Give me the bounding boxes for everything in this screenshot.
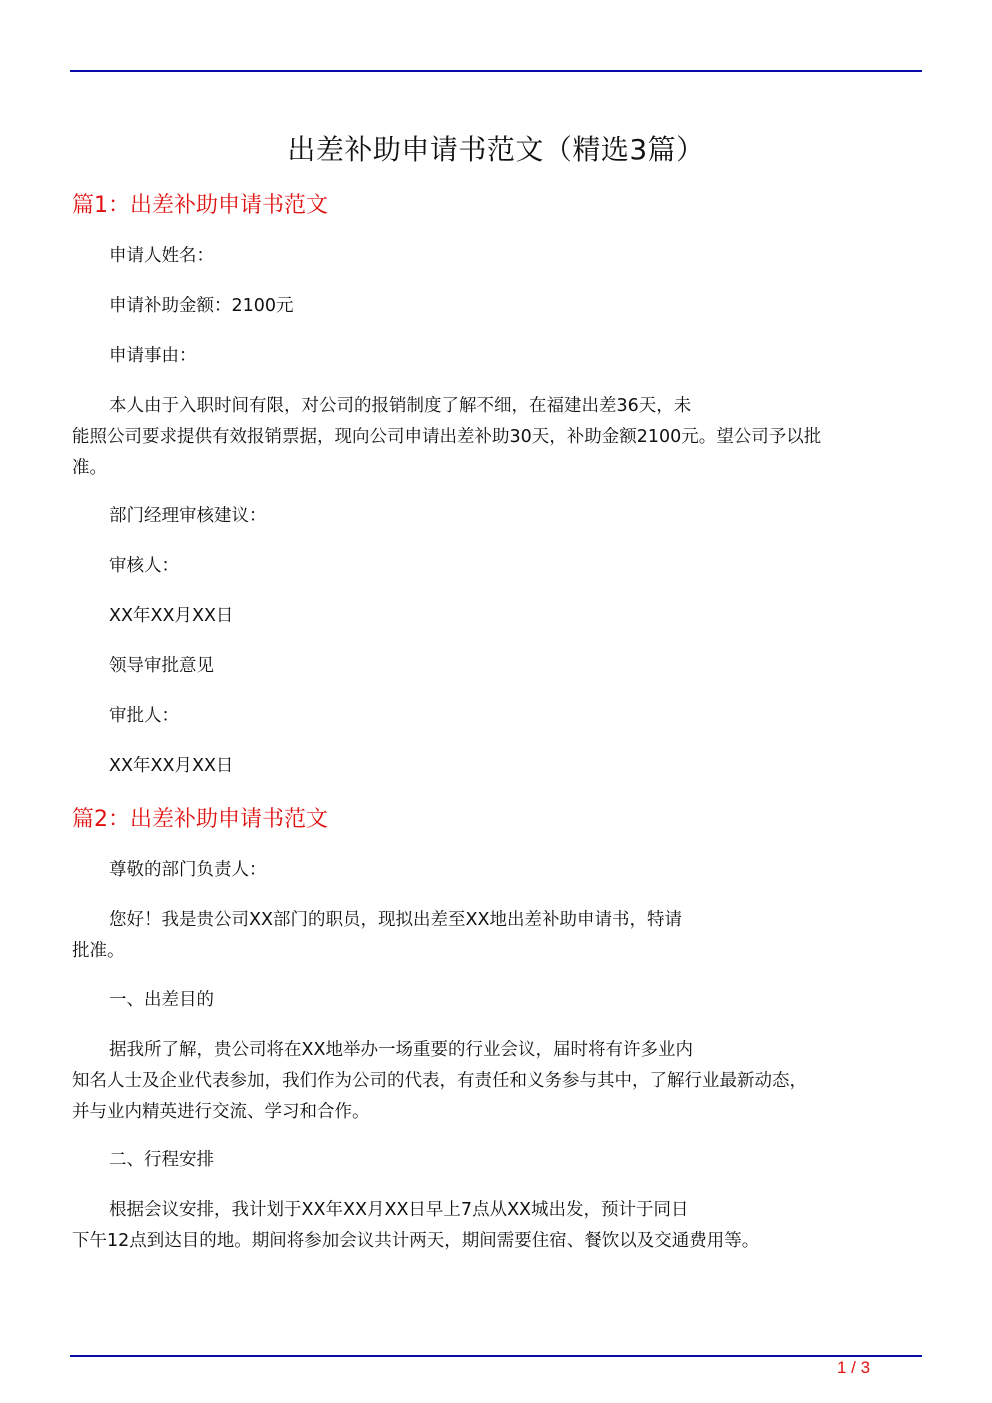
intro-line: 批准。 [72,941,125,961]
intro-line: 您好！我是贵公司XX部门的职员，现拟出差至XX地出差补助申请书，特请 [109,910,682,930]
applicant-name-field: 申请人姓名： [109,246,214,266]
purpose-line: 据我所了解，贵公司将在XX地举办一场重要的行业会议，届时将有许多业内 [109,1040,693,1060]
reviewer-label: 审核人： [109,556,179,576]
purpose-line: 并与业内精英进行交流、学习和合作。 [72,1102,370,1122]
itinerary-line: 根据会议安排，我计划于XX年XX月XX日早上7点从XX城出发，预计于同日 [109,1200,689,1220]
leader-opinion-label: 领导审批意见 [109,656,214,676]
manager-review-label: 部门经理审核建议： [109,506,267,526]
document-title: 出差补助申请书范文（精选3篇） [287,133,705,166]
purpose-heading: 一、出差目的 [109,990,214,1010]
approver-label: 审批人： [109,706,179,726]
reason-line: 能照公司要求提供有效报销票据，现向公司申请出差补助30天，补助金额2100元。望公司予以批 [72,427,822,447]
reason-label: 申请事由： [109,346,197,366]
approve-date: XX年XX月XX日 [109,756,234,776]
intro-paragraph [72,905,922,967]
footer-rule [70,1355,922,1357]
itinerary-line: 下午12点到达目的地。期间将参加会议共计两天，期间需要住宿、餐饮以及交通费用等。 [72,1231,760,1251]
itinerary-paragraph [72,1195,922,1257]
subsidy-amount-field: 申请补助金额：2100元 [109,296,294,316]
section1-heading: 篇1：出差补助申请书范文 [72,193,328,218]
itinerary-heading: 二、行程安排 [109,1150,214,1170]
salutation: 尊敬的部门负责人： [109,860,267,880]
reason-line: 准。 [72,458,107,478]
page-number: 1 / 3 [837,1358,871,1377]
purpose-paragraph [72,1035,922,1128]
reason-line: 本人由于入职时间有限，对公司的报销制度了解不细，在福建出差36天，未 [109,396,692,416]
section2-heading: 篇2：出差补助申请书范文 [72,807,328,832]
reason-paragraph [72,391,922,484]
purpose-line: 知名人士及企业代表参加，我们作为公司的代表，有责任和义务参与其中，了解行业最新动态， [72,1071,807,1091]
header-rule [70,70,922,72]
review-date: XX年XX月XX日 [109,606,234,626]
